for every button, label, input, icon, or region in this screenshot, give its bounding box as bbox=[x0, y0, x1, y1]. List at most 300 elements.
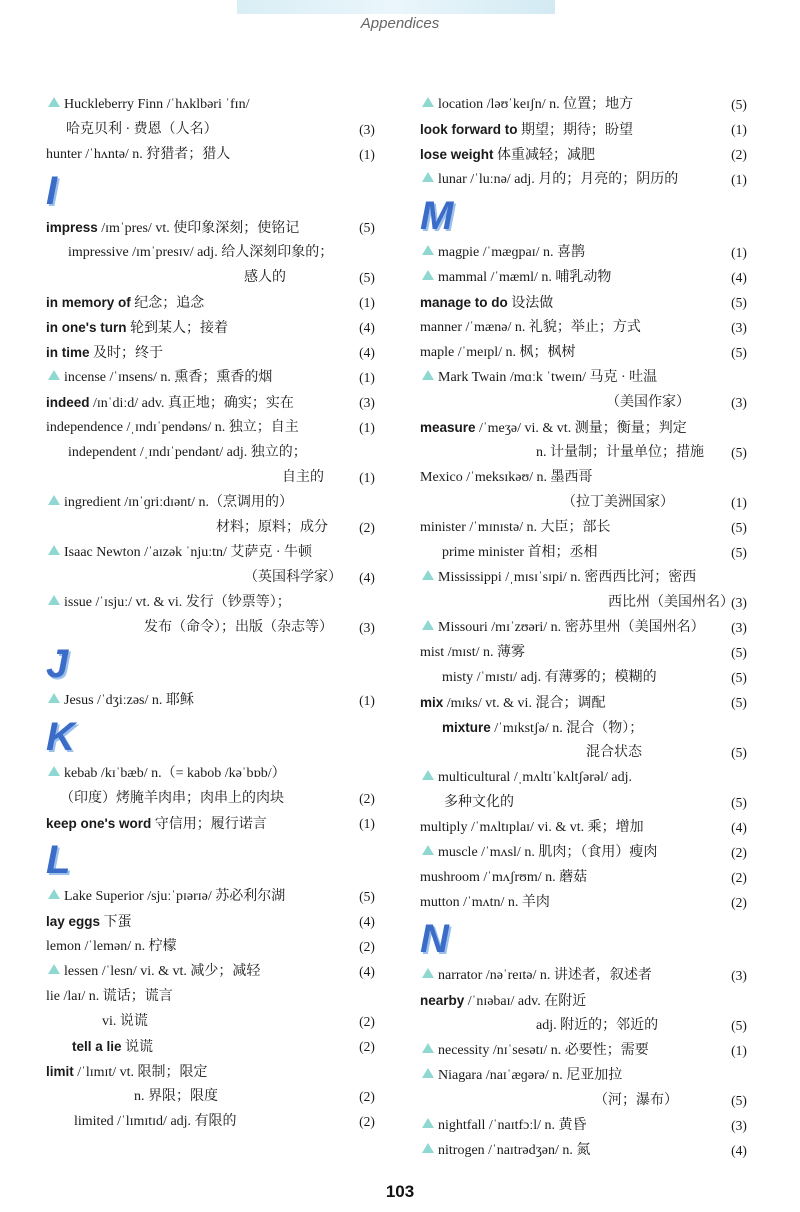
glossary-entry bbox=[420, 765, 756, 790]
glossary-entry bbox=[420, 640, 756, 665]
glossary-entry bbox=[46, 1034, 386, 1059]
glossary-entry bbox=[46, 688, 386, 713]
headword: in time bbox=[46, 345, 90, 360]
section-letter: M bbox=[420, 194, 454, 238]
entry-definition: 感人的 bbox=[244, 270, 286, 285]
entry-definition: impressive /ɪmˈpresɪv/ adj. 给人深刻印象的； bbox=[68, 245, 334, 260]
entry-text bbox=[48, 92, 249, 117]
glossary-entry bbox=[420, 890, 756, 915]
triangle-marker-icon bbox=[422, 968, 434, 978]
glossary-entry bbox=[46, 92, 386, 117]
glossary-entry bbox=[46, 909, 386, 934]
entry-text bbox=[48, 540, 312, 565]
entry-text bbox=[420, 465, 593, 490]
headword: manage to do bbox=[420, 295, 508, 310]
entry-definition: Huckleberry Finn /ˈhʌklbəri ˈfɪn/ bbox=[64, 97, 250, 112]
entry-definition: /ɪnˈdiːd/ adv. 真正地；确实；实在 bbox=[89, 396, 294, 411]
entry-definition: （印度）烤腌羊肉串；肉串上的肉块 bbox=[60, 791, 284, 806]
triangle-marker-icon bbox=[422, 1143, 434, 1153]
unit-reference: (2) bbox=[731, 870, 747, 885]
unit-reference: (1) bbox=[359, 816, 375, 831]
glossary-entry bbox=[46, 240, 386, 265]
triangle-marker-icon bbox=[422, 245, 434, 255]
glossary-entry bbox=[46, 884, 386, 909]
entry-definition: Mark Twain /mɑːk ˈtweɪn/ 马克 · 吐温 bbox=[438, 370, 658, 385]
entry-definition: 及时；终于 bbox=[89, 346, 164, 361]
entry-text bbox=[422, 765, 632, 790]
entry-text bbox=[48, 959, 260, 984]
unit-reference: (5) bbox=[731, 695, 747, 710]
entry-definition: Jesus /ˈdʒiːzəs/ n. 耶稣 bbox=[64, 693, 194, 708]
entry-definition: independent /ˌɪndɪˈpendənt/ adj. 独立的； bbox=[68, 445, 307, 460]
glossary-column-right bbox=[420, 92, 756, 1163]
entry-definition: nightfall /ˈnaɪtfɔːl/ n. 黄昏 bbox=[438, 1118, 587, 1133]
glossary-entry bbox=[420, 988, 756, 1013]
entry-text bbox=[420, 690, 605, 716]
entry-definition: Lake Superior /sjuːˈpɪərɪə/ 苏必利尔湖 bbox=[64, 889, 286, 904]
glossary-entry bbox=[420, 790, 756, 815]
glossary-entry bbox=[46, 615, 386, 640]
entry-definition: 守信用；履行诺言 bbox=[151, 817, 267, 832]
unit-reference: (5) bbox=[731, 670, 747, 685]
unit-reference: (4) bbox=[359, 964, 375, 979]
running-header: Appendices bbox=[360, 15, 440, 32]
unit-reference: (5) bbox=[359, 220, 375, 235]
entry-definition: issue /ˈɪsjuː/ vt. & vi. 发行（钞票等）； bbox=[64, 595, 291, 610]
entry-definition: /ˈmeʒə/ vi. & vt. 测量；衡量；判定 bbox=[475, 421, 687, 436]
unit-reference: (2) bbox=[359, 791, 375, 806]
entry-text bbox=[216, 515, 328, 540]
glossary-entry bbox=[46, 786, 386, 811]
glossary-entry bbox=[420, 167, 756, 192]
entry-text bbox=[420, 142, 595, 168]
entry-definition: Isaac Newton /ˈaɪzək ˈnjuːtn/ 艾萨克 · 牛顿 bbox=[64, 545, 313, 560]
section-letter: J bbox=[46, 642, 69, 686]
unit-reference: (2) bbox=[359, 1039, 375, 1054]
triangle-marker-icon bbox=[48, 964, 60, 974]
entry-definition: location /ləʊˈkeɪʃn/ n. 位置；地方 bbox=[438, 97, 634, 112]
triangle-marker-icon bbox=[48, 766, 60, 776]
glossary-entry bbox=[420, 117, 756, 142]
unit-reference: (4) bbox=[731, 270, 747, 285]
unit-reference: (5) bbox=[731, 795, 747, 810]
glossary-entry bbox=[46, 761, 386, 786]
entry-definition: 西比州（美国州名） bbox=[608, 595, 734, 610]
unit-reference: (1) bbox=[359, 295, 375, 310]
glossary-entry bbox=[420, 1113, 756, 1138]
glossary-entry bbox=[46, 565, 386, 590]
glossary-entry bbox=[420, 340, 756, 365]
entry-definition: nitrogen /ˈnaɪtrədʒən/ n. 氮 bbox=[438, 1143, 591, 1158]
unit-reference: (5) bbox=[731, 545, 747, 560]
header-decoration bbox=[237, 0, 555, 14]
unit-reference: (5) bbox=[731, 295, 747, 310]
unit-reference: (2) bbox=[731, 895, 747, 910]
entry-definition: magpie /ˈmæɡpaɪ/ n. 喜鹊 bbox=[438, 245, 585, 260]
entry-text bbox=[46, 390, 294, 416]
entry-definition: /ɪmˈpres/ vt. 使印象深刻；使铭记 bbox=[97, 221, 300, 236]
unit-reference: (5) bbox=[731, 745, 747, 760]
headword: look forward to bbox=[420, 122, 518, 137]
unit-reference: (2) bbox=[359, 1089, 375, 1104]
section-letter: L bbox=[46, 838, 71, 882]
entry-text bbox=[422, 167, 678, 192]
triangle-marker-icon bbox=[422, 1043, 434, 1053]
entry-text bbox=[48, 688, 194, 713]
entry-text bbox=[46, 315, 228, 341]
entry-text bbox=[420, 415, 687, 441]
entry-text bbox=[48, 490, 293, 515]
glossary-entry bbox=[46, 465, 386, 490]
entry-text bbox=[48, 884, 285, 909]
entry-definition: 材料；原料；成分 bbox=[216, 520, 328, 535]
entry-text bbox=[442, 715, 643, 741]
entry-definition: lemon /ˈlemən/ n. 柠檬 bbox=[46, 939, 177, 954]
unit-reference: (4) bbox=[731, 1143, 747, 1158]
glossary-entry bbox=[46, 515, 386, 540]
page-number: 103 bbox=[385, 1182, 415, 1201]
glossary-entry bbox=[420, 465, 756, 490]
entry-definition: 发布（命令）；出版（杂志等） bbox=[144, 620, 333, 635]
unit-reference: (5) bbox=[731, 520, 747, 535]
entry-definition: minister /ˈmɪnɪstə/ n. 大臣；部长 bbox=[420, 520, 611, 535]
glossary-entry bbox=[420, 1138, 756, 1163]
entry-text bbox=[606, 390, 690, 415]
entry-text bbox=[420, 315, 641, 340]
entry-text bbox=[46, 142, 230, 167]
glossary-entry bbox=[46, 1109, 386, 1134]
entry-definition: 纪念；追念 bbox=[130, 296, 205, 311]
unit-reference: (1) bbox=[731, 495, 747, 510]
entry-definition: （河；瀑布） bbox=[594, 1093, 678, 1108]
glossary-entry bbox=[46, 1009, 386, 1034]
entry-text bbox=[422, 1138, 590, 1163]
entry-text bbox=[422, 1063, 622, 1088]
entry-definition: n. 计量制；计量单位；措施 bbox=[536, 445, 704, 460]
glossary-entry bbox=[46, 315, 386, 340]
entry-text bbox=[422, 240, 585, 265]
entry-definition: narrator /nəˈreɪtə/ n. 讲述者，叙述者 bbox=[438, 968, 652, 983]
glossary-entry bbox=[420, 515, 756, 540]
glossary-entry bbox=[420, 815, 756, 840]
glossary-entry bbox=[46, 540, 386, 565]
unit-reference: (1) bbox=[731, 245, 747, 260]
entry-definition: mammal /ˈmæml/ n. 哺乳动物 bbox=[438, 270, 612, 285]
glossary-entry bbox=[420, 565, 756, 590]
unit-reference: (3) bbox=[731, 595, 747, 610]
glossary-entry bbox=[46, 934, 386, 959]
glossary-entry bbox=[420, 240, 756, 265]
triangle-marker-icon bbox=[48, 495, 60, 505]
unit-reference: (5) bbox=[731, 645, 747, 660]
entry-text bbox=[420, 815, 644, 840]
entry-text bbox=[144, 615, 333, 640]
glossary-entry bbox=[46, 440, 386, 465]
entry-definition: （英国科学家） bbox=[244, 570, 342, 585]
entry-definition: independence /ˌɪndɪˈpendəns/ n. 独立；自主 bbox=[46, 420, 299, 435]
glossary-entry bbox=[420, 840, 756, 865]
glossary-entry bbox=[46, 340, 386, 365]
unit-reference: (4) bbox=[359, 914, 375, 929]
entry-definition: mushroom /ˈmʌʃrʊm/ n. 蘑菇 bbox=[420, 870, 588, 885]
entry-definition: 哈克贝利 · 费恩（人名） bbox=[66, 122, 218, 137]
glossary-entry bbox=[420, 265, 756, 290]
entry-text bbox=[48, 590, 291, 615]
triangle-marker-icon bbox=[48, 545, 60, 555]
unit-reference: (1) bbox=[731, 122, 747, 137]
entry-definition: /mɪks/ vt. & vi. 混合；调配 bbox=[443, 696, 606, 711]
unit-reference: (5) bbox=[359, 270, 375, 285]
entry-definition: 下蛋 bbox=[100, 915, 132, 930]
unit-reference: (5) bbox=[359, 889, 375, 904]
glossary-entry bbox=[420, 665, 756, 690]
headword: lay eggs bbox=[46, 914, 101, 929]
entry-definition: maple /ˈmeɪpl/ n. 枫；枫树 bbox=[420, 345, 576, 360]
triangle-marker-icon bbox=[422, 172, 434, 182]
unit-reference: (1) bbox=[359, 693, 375, 708]
unit-reference: (5) bbox=[731, 445, 747, 460]
entry-text bbox=[422, 1038, 649, 1063]
entry-text bbox=[46, 934, 177, 959]
entry-text bbox=[594, 1088, 678, 1113]
unit-reference: (2) bbox=[359, 1114, 375, 1129]
unit-reference: (1) bbox=[731, 1043, 747, 1058]
glossary-entry bbox=[420, 315, 756, 340]
glossary-entry bbox=[420, 590, 756, 615]
unit-reference: (5) bbox=[731, 1093, 747, 1108]
glossary-entry bbox=[46, 142, 386, 167]
glossary-entry bbox=[420, 365, 756, 390]
glossary-entry bbox=[420, 715, 756, 740]
triangle-marker-icon bbox=[422, 97, 434, 107]
headword: tell a lie bbox=[72, 1039, 122, 1054]
entry-text bbox=[74, 1109, 237, 1134]
entry-text bbox=[244, 265, 286, 290]
glossary-entry bbox=[420, 390, 756, 415]
entry-text bbox=[420, 117, 633, 143]
unit-reference: (3) bbox=[731, 620, 747, 635]
unit-reference: (1) bbox=[359, 147, 375, 162]
triangle-marker-icon bbox=[48, 693, 60, 703]
triangle-marker-icon bbox=[48, 97, 60, 107]
glossary-entry bbox=[46, 1084, 386, 1109]
entry-text bbox=[420, 640, 525, 665]
entry-text bbox=[422, 92, 633, 117]
entry-definition: lunar /ˈluːnə/ adj. 月的；月亮的；阴历的 bbox=[438, 172, 679, 187]
entry-definition: vi. 说谎 bbox=[102, 1014, 148, 1029]
entry-text bbox=[46, 415, 299, 440]
entry-definition: （拉丁美洲国家） bbox=[562, 495, 674, 510]
entry-definition: lessen /ˈlesn/ vi. & vt. 减少；减轻 bbox=[64, 964, 261, 979]
entry-text bbox=[420, 340, 576, 365]
entry-text bbox=[562, 490, 674, 515]
glossary-entry bbox=[420, 540, 756, 565]
unit-reference: (4) bbox=[359, 320, 375, 335]
glossary-entry bbox=[46, 590, 386, 615]
entry-definition: （美国作家） bbox=[606, 395, 690, 410]
glossary-entry bbox=[46, 490, 386, 515]
entry-text bbox=[282, 465, 324, 490]
headword: in one's turn bbox=[46, 320, 127, 335]
entry-text bbox=[422, 1113, 587, 1138]
glossary-entry bbox=[46, 959, 386, 984]
unit-reference: (3) bbox=[731, 395, 747, 410]
entry-text bbox=[60, 786, 284, 811]
entry-definition: manner /ˈmænə/ n. 礼貌；举止；方式 bbox=[420, 320, 641, 335]
unit-reference: (3) bbox=[359, 122, 375, 137]
unit-reference: (4) bbox=[731, 820, 747, 835]
unit-reference: (2) bbox=[731, 147, 747, 162]
entry-definition: 设法做 bbox=[507, 296, 554, 311]
entry-text bbox=[442, 540, 598, 565]
triangle-marker-icon bbox=[48, 889, 60, 899]
entry-text bbox=[536, 440, 704, 465]
entry-definition: 期望；期待；盼望 bbox=[517, 123, 633, 138]
entry-text bbox=[422, 565, 696, 590]
entry-text bbox=[46, 290, 204, 316]
entry-definition: ingredient /ɪnˈɡriːdɪənt/ n.（烹调用的） bbox=[64, 495, 294, 510]
entry-text bbox=[420, 865, 587, 890]
entry-text bbox=[68, 240, 333, 265]
glossary-entry bbox=[420, 290, 756, 315]
entry-text bbox=[68, 440, 307, 465]
headword: nearby bbox=[420, 993, 465, 1008]
entry-definition: Mexico /ˈmeksɪkəʊ/ n. 墨西哥 bbox=[420, 470, 593, 485]
entry-definition: 自主的 bbox=[282, 470, 324, 485]
glossary-entry bbox=[420, 740, 756, 765]
headword: mix bbox=[420, 695, 444, 710]
entry-definition: prime minister 首相；丞相 bbox=[442, 545, 598, 560]
entry-definition: n. 界限；限度 bbox=[134, 1089, 218, 1104]
triangle-marker-icon bbox=[422, 845, 434, 855]
triangle-marker-icon bbox=[48, 370, 60, 380]
headword: keep one's word bbox=[46, 816, 152, 831]
glossary-entry bbox=[420, 142, 756, 167]
entry-text bbox=[422, 840, 657, 865]
unit-reference: (4) bbox=[359, 345, 375, 360]
entry-text bbox=[422, 615, 705, 640]
entry-text bbox=[46, 340, 163, 366]
glossary-entry bbox=[46, 215, 386, 240]
glossary-entry bbox=[46, 290, 386, 315]
entry-definition: 轮到某人；接着 bbox=[126, 321, 228, 336]
glossary-entry bbox=[420, 490, 756, 515]
entry-definition: adj. 附近的；邻近的 bbox=[536, 1018, 659, 1033]
headword: impress bbox=[46, 220, 98, 235]
unit-reference: (1) bbox=[359, 420, 375, 435]
entry-definition: /ˈmɪkstʃə/ n. 混合（物）； bbox=[490, 721, 644, 736]
glossary-column-left bbox=[46, 92, 386, 1134]
entry-text bbox=[420, 890, 550, 915]
entry-text bbox=[422, 365, 657, 390]
glossary-entry bbox=[420, 92, 756, 117]
glossary-entry bbox=[420, 690, 756, 715]
glossary-entry bbox=[46, 811, 386, 836]
entry-text bbox=[420, 988, 586, 1014]
entry-text bbox=[102, 1009, 148, 1034]
section-letter: K bbox=[46, 715, 75, 759]
unit-reference: (1) bbox=[359, 470, 375, 485]
entry-definition: 混合状态 bbox=[586, 745, 642, 760]
triangle-marker-icon bbox=[48, 595, 60, 605]
section-letter: I bbox=[46, 169, 58, 213]
entry-text bbox=[46, 1059, 208, 1085]
entry-definition: necessity /nɪˈsesətɪ/ n. 必要性；需要 bbox=[438, 1043, 649, 1058]
headword: measure bbox=[420, 420, 476, 435]
entry-definition: /ˈnɪəbaɪ/ adv. 在附近 bbox=[464, 994, 587, 1009]
glossary-entry bbox=[46, 984, 386, 1009]
entry-definition: hunter /ˈhʌntə/ n. 狩猎者；猎人 bbox=[46, 147, 231, 162]
entry-text bbox=[46, 984, 173, 1009]
entry-definition: misty /ˈmɪstɪ/ adj. 有薄雾的；模糊的 bbox=[442, 670, 657, 685]
unit-reference: (3) bbox=[731, 320, 747, 335]
section-letter: N bbox=[420, 917, 449, 961]
glossary-entry bbox=[420, 415, 756, 440]
headword: indeed bbox=[46, 395, 90, 410]
unit-reference: (3) bbox=[731, 1118, 747, 1133]
unit-reference: (2) bbox=[359, 520, 375, 535]
headword: limit bbox=[46, 1064, 74, 1079]
triangle-marker-icon bbox=[422, 620, 434, 630]
entry-text bbox=[48, 365, 272, 390]
entry-definition: Mississippi /ˌmɪsɪˈsɪpi/ n. 密西西比河；密西 bbox=[438, 570, 697, 585]
entry-text bbox=[422, 265, 611, 290]
entry-text bbox=[46, 811, 267, 837]
headword: lose weight bbox=[420, 147, 494, 162]
triangle-marker-icon bbox=[422, 370, 434, 380]
glossary-entry bbox=[46, 365, 386, 390]
entry-definition: incense /ˈɪnsens/ n. 熏香；熏香的烟 bbox=[64, 370, 273, 385]
entry-text bbox=[48, 761, 286, 786]
entry-definition: kebab /kɪˈbæb/ n.（= kabob /kəˈbɒb/） bbox=[64, 766, 286, 781]
unit-reference: (4) bbox=[359, 570, 375, 585]
unit-reference: (3) bbox=[359, 620, 375, 635]
entry-text bbox=[46, 909, 132, 935]
entry-definition: lie /laɪ/ n. 谎话；谎言 bbox=[46, 989, 173, 1004]
headword: in memory of bbox=[46, 295, 131, 310]
entry-text bbox=[442, 665, 657, 690]
entry-text bbox=[422, 963, 652, 988]
glossary-entry bbox=[420, 865, 756, 890]
unit-reference: (5) bbox=[731, 345, 747, 360]
glossary-entry bbox=[420, 440, 756, 465]
entry-definition: mutton /ˈmʌtn/ n. 羊肉 bbox=[420, 895, 550, 910]
unit-reference: (5) bbox=[731, 97, 747, 112]
triangle-marker-icon bbox=[422, 570, 434, 580]
glossary-entry bbox=[46, 265, 386, 290]
entry-definition: 说谎 bbox=[121, 1040, 154, 1055]
entry-text bbox=[586, 740, 642, 765]
triangle-marker-icon bbox=[422, 1118, 434, 1128]
unit-reference: (3) bbox=[359, 395, 375, 410]
unit-reference: (1) bbox=[359, 370, 375, 385]
glossary-entry bbox=[420, 1013, 756, 1038]
entry-text bbox=[608, 590, 734, 615]
unit-reference: (3) bbox=[731, 968, 747, 983]
glossary-entry bbox=[46, 415, 386, 440]
glossary-entry bbox=[420, 1088, 756, 1113]
entry-text bbox=[244, 565, 342, 590]
entry-text bbox=[536, 1013, 658, 1038]
glossary-entry bbox=[420, 615, 756, 640]
entry-definition: multiply /ˈmʌltɪplaɪ/ vi. & vt. 乘；增加 bbox=[420, 820, 644, 835]
glossary-entry bbox=[420, 963, 756, 988]
glossary-entry bbox=[420, 1038, 756, 1063]
entry-definition: 多种文化的 bbox=[444, 795, 514, 810]
entry-definition: Missouri /mɪˈzʊəri/ n. 密苏里州（美国州名） bbox=[438, 620, 705, 635]
unit-reference: (2) bbox=[731, 845, 747, 860]
unit-reference: (2) bbox=[359, 939, 375, 954]
